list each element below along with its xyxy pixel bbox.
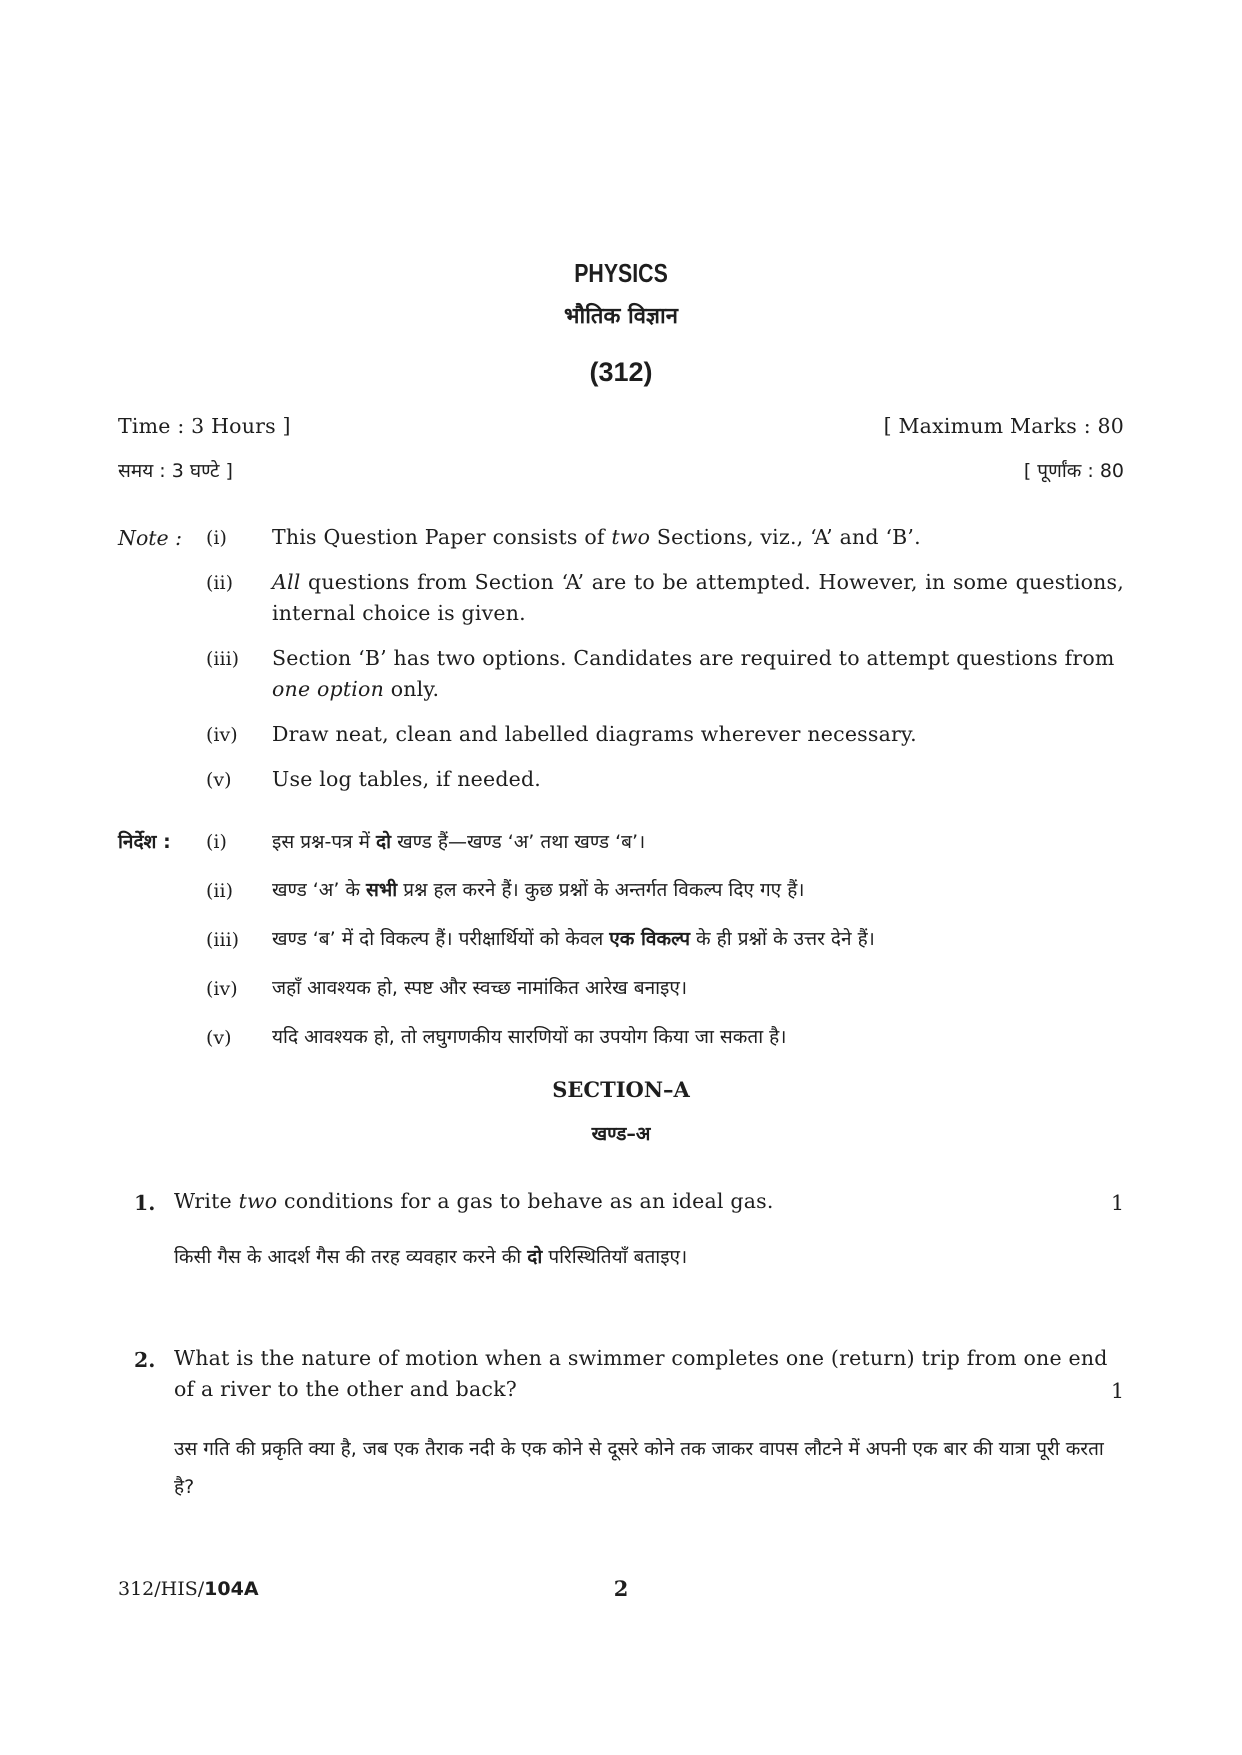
subject-code: (312) — [589, 357, 653, 387]
nirdesh-item-text: खण्ड ‘ब’ में दो विकल्प हैं। परीक्षार्थियों को केवल एक विकल्प के ही प्रश्नों के उत्तर देने हैं। — [272, 928, 875, 950]
note-item-text: Use log tables, if needed. — [272, 767, 542, 791]
page-number: 2 — [613, 1576, 629, 1601]
note-item-num: (iv) — [206, 724, 238, 746]
subject-title-hi: भौतिक विज्ञान — [564, 304, 678, 329]
nirdesh-item-text: इस प्रश्न-पत्र में दो खण्ड हैं—खण्ड ‘अ’ तथा खण्ड ‘ब’। — [272, 831, 646, 853]
question-number: 1. — [134, 1191, 156, 1215]
time-hi: समय : 3 घण्टे ] — [118, 460, 233, 482]
nirdesh-item-num: (iii) — [206, 929, 240, 951]
nirdesh-label: निर्देश : — [118, 831, 171, 853]
note-item-num: (ii) — [206, 572, 233, 594]
paper-code: 312/HIS/104A — [118, 1578, 259, 1600]
subject-title-en: PHYSICS — [574, 258, 668, 288]
section-title-hi: खण्ड–अ — [591, 1123, 651, 1145]
nirdesh-item-num: (i) — [206, 831, 227, 853]
nirdesh-item-text: यदि आवश्यक हो, तो लघुगणकीय सारणियों का उपयोग किया जा सकता है। — [272, 1026, 787, 1048]
question-marks: 1 — [1110, 1191, 1124, 1215]
note-item-num: (iii) — [206, 648, 240, 670]
note-item-num: (v) — [206, 769, 232, 791]
note-item-num: (i) — [206, 527, 227, 549]
question-text-hi: किसी गैस के आदर्श गैस की तरह व्यवहार करने की दो परिस्थितियाँ बताइए। — [174, 1246, 688, 1268]
nirdesh-item-text: जहाँ आवश्यक हो, स्पष्ट और स्वच्छ नामांकित आरेख बनाइए। — [272, 977, 688, 999]
question-text-en: What is the nature of motion when a swimmer completes one (return) trip from one end of a river to the other and back? — [174, 1346, 1108, 1401]
max-marks-hi: [ पूर्णांक : 80 — [1023, 460, 1124, 482]
nirdesh-item-num: (ii) — [206, 880, 233, 902]
nirdesh-item-text: खण्ड ‘अ’ के सभी प्रश्न हल करने हैं। कुछ प्रश्नों के अन्तर्गत विकल्प दिए गए हैं। — [272, 879, 805, 901]
time-en: Time : 3 Hours ] — [118, 414, 291, 438]
note-item-text: Draw neat, clean and labelled diagrams wherever necessary. — [272, 722, 917, 746]
question-marks: 1 — [1110, 1379, 1124, 1403]
question-text-hi: उस गति की प्रकृति क्या है, जब एक तैराक नदी के एक कोने से दूसरे कोने तक जाकर वापस लौटने में अपनी एक बार की यात्रा पूरी करता है? — [174, 1438, 1104, 1498]
question-number: 2. — [134, 1348, 156, 1372]
note-item-text: Section ‘B’ has two options. Candidates are required to attempt questions from one option only. — [272, 646, 1115, 701]
question-text-en: Write two conditions for a gas to behave as an ideal gas. — [174, 1189, 774, 1213]
note-item-text: This Question Paper consists of two Sections, viz., ‘A’ and ‘B’. — [272, 525, 921, 549]
note-item-text: All questions from Section ‘A’ are to be attempted. However, in some questions, internal choice is given. — [272, 570, 1124, 625]
max-marks-en: [ Maximum Marks : 80 — [883, 414, 1124, 438]
note-label: Note : — [118, 526, 183, 550]
section-title-en: SECTION–A — [552, 1077, 690, 1102]
nirdesh-item-num: (v) — [206, 1027, 232, 1049]
nirdesh-item-num: (iv) — [206, 978, 238, 1000]
